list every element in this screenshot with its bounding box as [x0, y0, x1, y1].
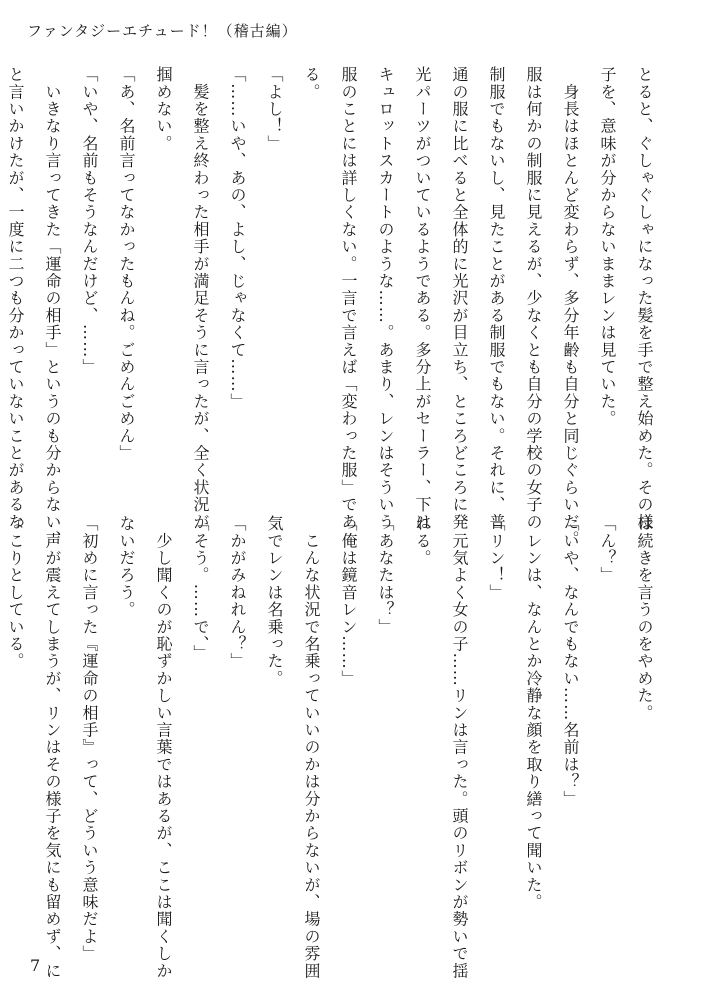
text-column: キュロットスカートのような……。あまり、レンはそういう [376, 66, 395, 531]
text-column: 「いや、名前もそうなんだけど、……」 [80, 66, 99, 376]
page-number: 7 [30, 956, 41, 975]
text-column: ないだろう。 [117, 515, 136, 619]
text-column: 「よし！」 [265, 66, 284, 152]
text-column: 気でレンは名乗った。 [265, 515, 284, 687]
text-block-bottom [6, 515, 663, 980]
text-column: 髪を整え終わった相手が満足そうに言ったが、全く状況が [191, 66, 210, 531]
text-column: っこりとしている。 [6, 515, 25, 670]
text-column: 子を、意味が分からないままレンは見ていた。 [598, 66, 617, 428]
text-column: こんな状況で名乗っていいのかは分からないが、場の雰囲 [302, 515, 321, 980]
text-column: と言いかけたが、一度に二つも分かっていないことがあるな [6, 66, 25, 531]
text-column: る。 [302, 66, 321, 101]
text-column: 「かがみねれん？」 [228, 515, 247, 670]
text-column: 声が震えてしまうが、リンはその様子を気にも留めず、に [43, 515, 62, 980]
text-column: 少し聞くのが恥ずかしい言葉ではあるが、ここは聞くしか [154, 515, 173, 980]
text-column: とると、ぐしゃぐしゃになった髪を手で整え始めた。その様 [635, 66, 654, 531]
text-column: いきなり言ってきた「運命の相手」というのも分からない、 [43, 66, 62, 548]
text-column: 身長はほとんど変わらず、多分年齢も自分と同じぐらいだ。 [561, 66, 580, 548]
running-header: ファンタジーエチュード！（稽古編） [27, 22, 298, 40]
text-column: 通の服に比べると全体的に光沢が目立ち、ところどころに発 [450, 66, 469, 531]
text-column: レンは、なんとか冷静な顔を取り繕って聞いた。 [524, 515, 543, 911]
text-column: 「そう。……で、」 [191, 515, 210, 662]
text-column: 「あ、名前言ってなかったもんね。ごめんごめん」 [117, 66, 136, 462]
text-column: 「初めに言った『運命の相手』って、どういう意味だよ」 [80, 515, 99, 963]
text-column: 服のことには詳しくない。一言で言えば「変わった服」であ [339, 66, 358, 531]
text-column: 光パーツがついているようである。多分上がセーラー、下は [413, 66, 432, 531]
text-column: 元気よく女の子……リンは言った。頭のリボンが勢いで揺 [450, 515, 469, 980]
text-column: 「俺は鏡音レン……」 [339, 515, 358, 687]
text-column: 掴めない。 [154, 66, 173, 152]
text-column: 「リン！」 [487, 515, 506, 601]
text-column: 「いや、なんでもない……名前は？」 [561, 515, 580, 808]
text-column: 「ん？」 [598, 515, 617, 584]
text-column: 「……いや、あの、よし、じゃなくて……」 [228, 66, 247, 410]
text-column: 制服でもないし、見たことがある制服でもない。それに、普 [487, 66, 506, 531]
text-column: 「あなたは？」 [376, 515, 395, 636]
text-column: れる。 [413, 515, 432, 567]
text-column: 服は何かの制服に見えるが、少なくとも自分の学校の女子の [524, 66, 543, 531]
text-column: は続きを言うのをやめた。 [635, 515, 654, 722]
